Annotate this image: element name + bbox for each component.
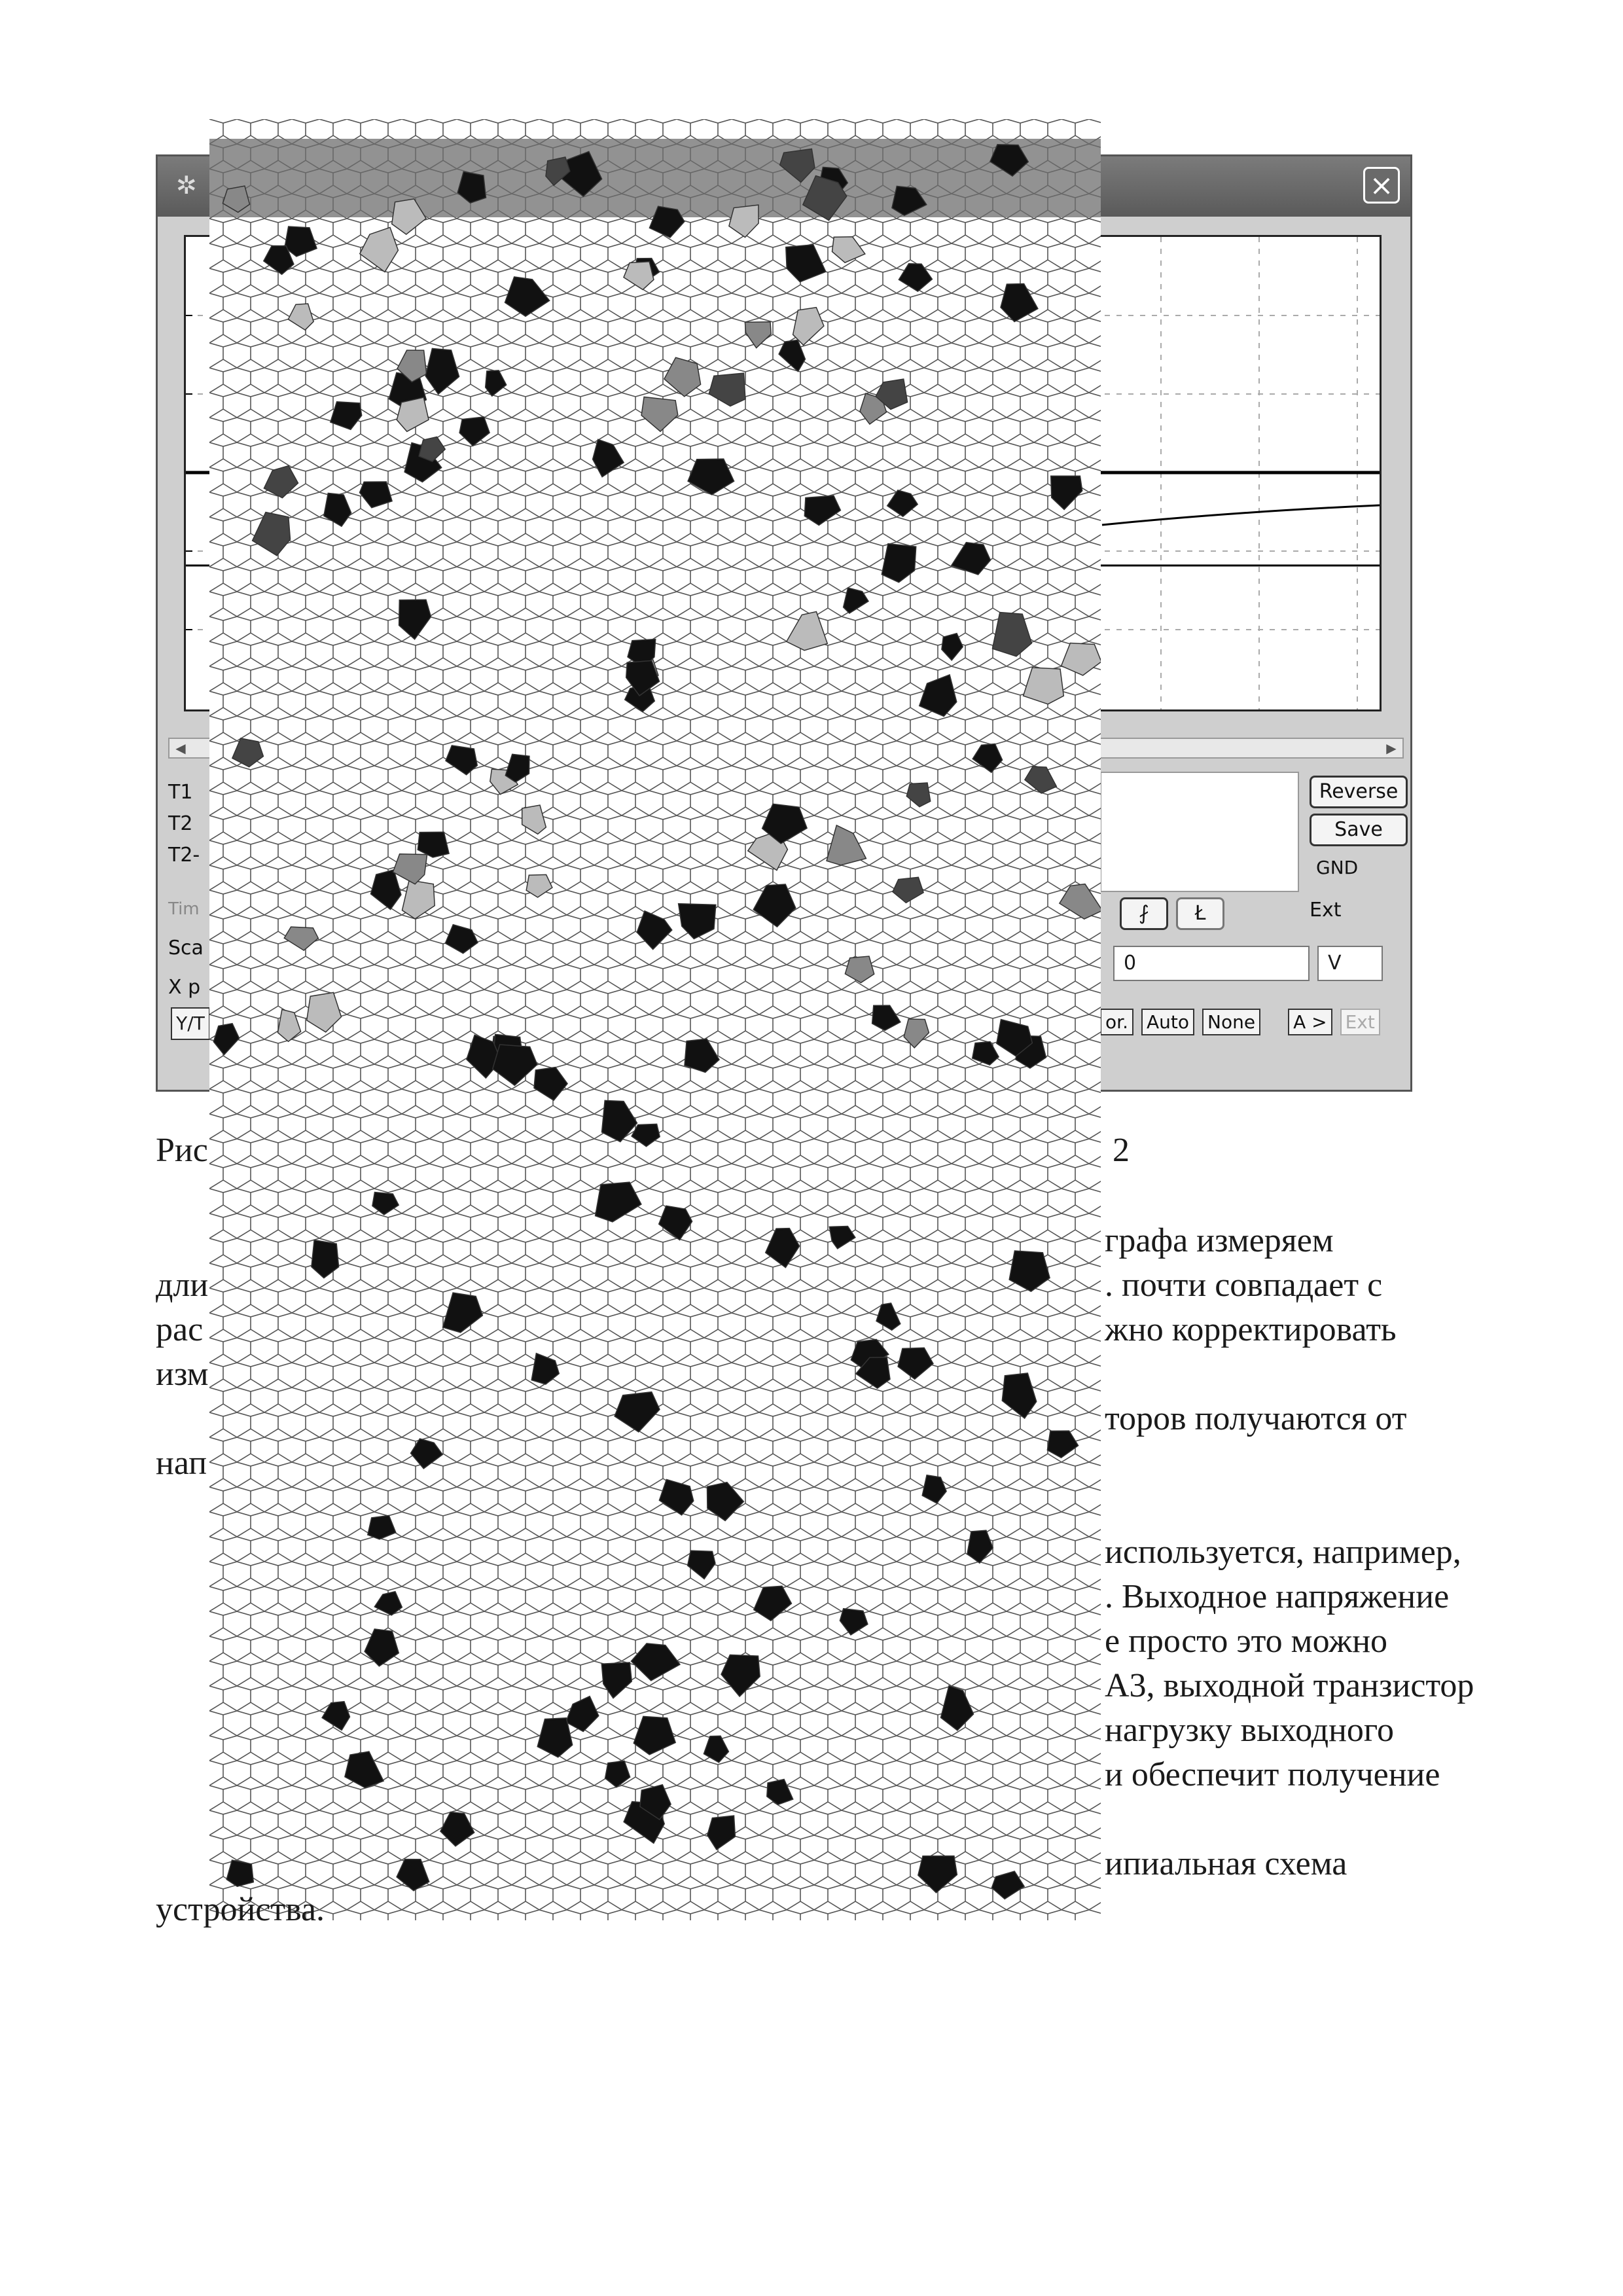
- trace-channel-b: [1102, 505, 1380, 525]
- text-line-right: жно корректировать: [1105, 1311, 1397, 1348]
- trigger-rising-edge-button[interactable]: ⨏: [1120, 897, 1168, 930]
- trigger-level-input[interactable]: 0: [1113, 946, 1310, 981]
- pixelated-overlay: [209, 119, 1101, 1920]
- text-line-left: дли: [156, 1266, 209, 1304]
- text-line-right: . почти совпадает с: [1105, 1266, 1383, 1304]
- mosaic-top-band: [209, 139, 1101, 217]
- x-position-label: X p: [168, 976, 201, 999]
- text-line-left: изм: [156, 1355, 209, 1393]
- text-line-left: устройства.: [156, 1891, 325, 1928]
- yt-mode-button[interactable]: Y/T: [171, 1007, 210, 1040]
- app-icon: ✲: [176, 171, 197, 200]
- caption-end: 2: [1113, 1132, 1130, 1169]
- mode-auto-button[interactable]: Auto: [1141, 1009, 1194, 1035]
- gnd-label: GND: [1316, 857, 1359, 878]
- mode-none-button[interactable]: None: [1202, 1009, 1260, 1035]
- text-line-right: торов получаются от: [1105, 1400, 1407, 1437]
- caption-start: Рис: [156, 1132, 208, 1169]
- text-line-right: графа измеряем: [1105, 1222, 1334, 1259]
- trigger-level-unit-select[interactable]: V: [1317, 946, 1383, 981]
- mosaic-svg: [209, 119, 1101, 1920]
- timebase-label: Tim: [168, 899, 200, 919]
- text-line-right: . Выходное напряжение: [1105, 1578, 1450, 1615]
- save-button[interactable]: Save: [1310, 814, 1408, 846]
- text-line-right: нагрузку выходного: [1105, 1712, 1394, 1749]
- mode-normal-button[interactable]: or.: [1100, 1009, 1133, 1035]
- reverse-button[interactable]: Reverse: [1310, 776, 1408, 808]
- scale-label: Sca: [168, 937, 204, 960]
- cursor-label-t2-t1: T2-: [168, 844, 200, 867]
- text-line-left: нап: [156, 1444, 207, 1482]
- cursor-label-t1: T1: [168, 781, 193, 804]
- close-button[interactable]: ×: [1363, 167, 1400, 204]
- trigger-falling-edge-button[interactable]: Ł: [1176, 897, 1224, 930]
- text-line-right: А3, выходной транзистор: [1105, 1667, 1474, 1704]
- source-ext-button[interactable]: Ext: [1340, 1009, 1380, 1035]
- text-line-right: ипиальная схема: [1105, 1845, 1347, 1882]
- text-line-right: и обеспечит получение: [1105, 1756, 1440, 1793]
- cursor-label-t2: T2: [168, 812, 193, 835]
- scroll-left-icon[interactable]: ◀: [175, 740, 186, 756]
- scroll-right-icon[interactable]: ▶: [1386, 740, 1397, 756]
- mosaic-blob: [226, 1860, 253, 1886]
- text-line-right: е просто это можно: [1105, 1623, 1388, 1660]
- trigger-mode-buttons: [1100, 1009, 1385, 1035]
- text-line-right: используется, например,: [1105, 1534, 1461, 1571]
- timebase-controls: [168, 889, 204, 1007]
- text-line-left: рас: [156, 1311, 204, 1348]
- source-a-button[interactable]: A >: [1288, 1009, 1332, 1035]
- measurement-readout: [1100, 772, 1299, 892]
- trigger-ext-label: Ext: [1310, 899, 1342, 922]
